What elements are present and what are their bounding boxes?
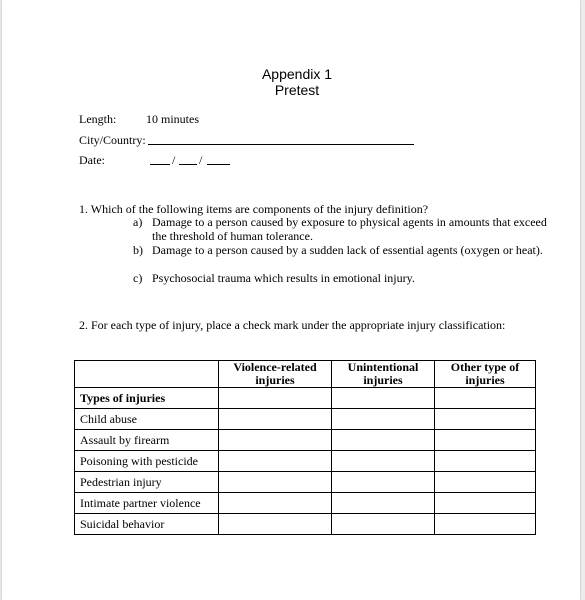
date-year-blank[interactable] bbox=[207, 164, 230, 165]
table-row bbox=[75, 493, 536, 514]
table-row bbox=[75, 472, 536, 493]
length-label: Length: bbox=[79, 112, 117, 126]
injury-classification-table bbox=[74, 360, 536, 535]
header-cell-violence: Violence-related injuries bbox=[219, 361, 332, 388]
checkmark-cell[interactable] bbox=[435, 451, 536, 472]
document-page bbox=[2, 0, 580, 600]
option-letter: b) bbox=[133, 243, 143, 257]
table-row bbox=[75, 388, 536, 409]
header-cell-empty bbox=[75, 361, 219, 388]
header-cell-unintentional: Unintentional injuries bbox=[332, 361, 435, 388]
table-row bbox=[75, 514, 536, 535]
option-letter: a) bbox=[133, 215, 143, 229]
option-letter: c) bbox=[133, 271, 143, 285]
city-country-blank[interactable] bbox=[148, 144, 414, 145]
checkmark-cell[interactable] bbox=[219, 451, 332, 472]
row-header-types: Types of injuries bbox=[75, 388, 219, 409]
checkmark-cell[interactable] bbox=[435, 430, 536, 451]
checkmark-cell[interactable] bbox=[332, 430, 435, 451]
checkmark-cell[interactable] bbox=[219, 514, 332, 535]
checkmark-cell[interactable] bbox=[435, 514, 536, 535]
blank-cell bbox=[435, 388, 536, 409]
checkmark-cell[interactable] bbox=[332, 493, 435, 514]
option-text: Damage to a person caused by a sudden lack of essential agents (oxygen or heat). bbox=[152, 243, 543, 257]
option-text: Psychosocial trauma which results in emotional injury. bbox=[152, 271, 415, 285]
blank-cell bbox=[219, 388, 332, 409]
table-row bbox=[75, 451, 536, 472]
injury-type-cell: Suicidal behavior bbox=[75, 514, 219, 535]
checkmark-cell[interactable] bbox=[435, 409, 536, 430]
checkmark-cell[interactable] bbox=[219, 430, 332, 451]
checkmark-cell[interactable] bbox=[332, 514, 435, 535]
date-day-blank[interactable] bbox=[150, 164, 170, 165]
checkmark-cell[interactable] bbox=[219, 493, 332, 514]
pretest-title: Pretest bbox=[274, 82, 320, 98]
date-label: Date: bbox=[79, 153, 105, 167]
date-separator: / bbox=[199, 153, 203, 167]
question-1: 1. Which of the following items are components of the injury definition? bbox=[79, 202, 429, 216]
checkmark-cell[interactable] bbox=[219, 472, 332, 493]
checkmark-cell[interactable] bbox=[332, 472, 435, 493]
injury-type-cell: Child abuse bbox=[75, 409, 219, 430]
table-row bbox=[75, 409, 536, 430]
date-month-blank[interactable] bbox=[179, 164, 197, 165]
header-cell-other: Other type of injuries bbox=[435, 361, 536, 388]
length-value: 10 minutes bbox=[146, 112, 199, 126]
table-header-row bbox=[75, 361, 536, 388]
table-row bbox=[75, 430, 536, 451]
checkmark-cell[interactable] bbox=[435, 493, 536, 514]
option-text: Damage to a person caused by exposure to physical agents in amounts that exceed the threshold of human tolerance. bbox=[152, 215, 547, 243]
date-separator: / bbox=[172, 153, 176, 167]
injury-type-cell: Pedestrian injury bbox=[75, 472, 219, 493]
injury-type-cell: Intimate partner violence bbox=[75, 493, 219, 514]
injury-type-cell: Poisoning with pesticide bbox=[75, 451, 219, 472]
checkmark-cell[interactable] bbox=[219, 409, 332, 430]
checkmark-cell[interactable] bbox=[435, 472, 536, 493]
checkmark-cell[interactable] bbox=[332, 451, 435, 472]
checkmark-cell[interactable] bbox=[332, 409, 435, 430]
injury-type-cell: Assault by firearm bbox=[75, 430, 219, 451]
question-2: 2. For each type of injury, place a check mark under the appropriate injury classification: bbox=[79, 318, 506, 332]
city-country-label: City/Country: bbox=[79, 133, 146, 147]
appendix-title: Appendix 1 bbox=[261, 66, 333, 82]
blank-cell bbox=[332, 388, 435, 409]
